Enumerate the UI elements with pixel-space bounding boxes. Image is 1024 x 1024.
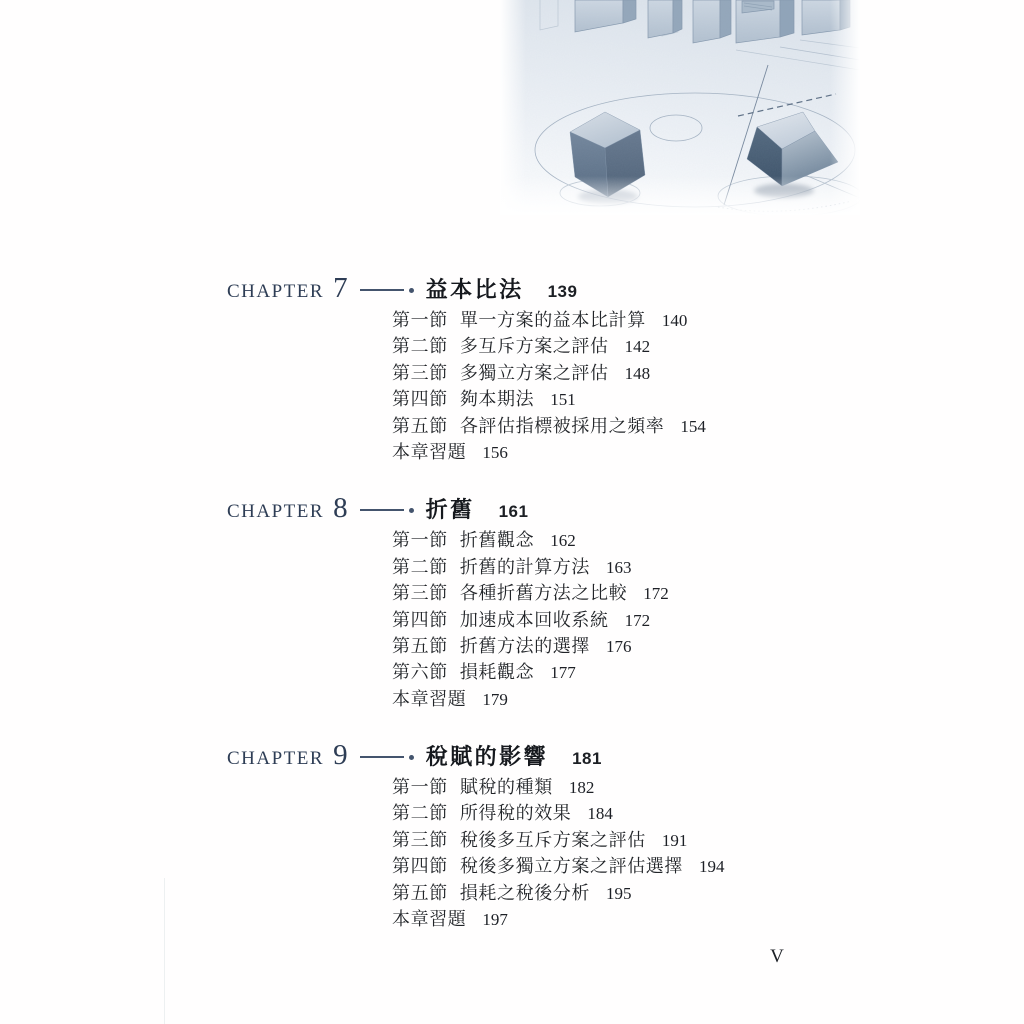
section-page-number: 162 — [550, 531, 576, 551]
toc-section-row — [392, 606, 867, 632]
section-label: 第五節 — [392, 882, 448, 903]
section-page-number: 194 — [699, 857, 725, 877]
chapter-block — [227, 492, 867, 711]
toc-section-row — [392, 579, 867, 605]
section-label: 本章習題 — [392, 909, 467, 930]
toc-section-row — [392, 905, 867, 931]
chapter-page-number: 139 — [547, 282, 578, 301]
section-page-number: 195 — [606, 883, 632, 903]
section-label: 第一節 — [392, 777, 448, 798]
chapter-sections — [392, 306, 867, 464]
chapter-word: CHAPTER — [227, 281, 325, 302]
section-page-number: 172 — [643, 584, 669, 604]
section-label: 第一節 — [392, 310, 448, 330]
chapter-sections — [392, 773, 867, 931]
connector-dot-icon — [409, 288, 414, 293]
section-title: 單一方案的益本比計算 — [459, 310, 646, 330]
scan-edge-line — [164, 878, 165, 1024]
toc-section-row — [392, 553, 867, 579]
chapter-heading — [227, 272, 867, 306]
section-page-number: 197 — [482, 910, 508, 930]
section-title: 折舊的計算方法 — [459, 556, 591, 577]
toc-section-row — [392, 526, 867, 552]
toc-section-row — [392, 438, 867, 464]
toc-section-row — [392, 773, 867, 799]
section-title: 加速成本回收系統 — [459, 609, 609, 630]
toc-section-row — [392, 826, 867, 852]
section-page-number: 177 — [550, 663, 576, 683]
section-label: 第三節 — [392, 362, 448, 383]
section-page-number: 191 — [661, 830, 688, 850]
section-page-number: 154 — [680, 416, 706, 436]
connector-line — [360, 756, 404, 758]
section-title: 賦稅的種類 — [459, 777, 553, 798]
connector-dot-icon — [409, 508, 414, 513]
section-title: 夠本期法 — [459, 389, 535, 410]
section-label: 第四節 — [392, 856, 448, 877]
section-title: 折舊方法的選擇 — [459, 635, 591, 656]
section-label: 第四節 — [392, 389, 448, 410]
toc-section-row — [392, 658, 867, 684]
chapter-page-number: 181 — [572, 749, 602, 769]
section-page-number: 140 — [661, 311, 688, 330]
connector-line — [360, 289, 404, 291]
connector-dot-icon — [409, 755, 414, 760]
section-label: 第二節 — [392, 336, 448, 357]
section-label: 本章習題 — [392, 441, 467, 462]
section-title: 折舊觀念 — [459, 530, 535, 551]
section-page-number: 151 — [550, 390, 576, 410]
section-page-number: 184 — [587, 804, 613, 824]
section-page-number: 182 — [568, 778, 595, 798]
section-page-number: 172 — [624, 610, 651, 630]
chapter-connector — [360, 755, 414, 760]
toc-section-row — [392, 306, 867, 332]
section-title: 各評估指標被採用之頻率 — [459, 415, 665, 436]
section-page-number: 156 — [482, 442, 508, 462]
toc-section-row — [392, 799, 867, 825]
chapter-heading — [227, 739, 867, 773]
connector-line — [360, 509, 404, 511]
chapter-title: 折舊 — [425, 497, 475, 523]
chapter-title: 益本比法 — [425, 277, 524, 302]
section-title: 稅後多互斥方案之評估 — [459, 829, 646, 850]
section-title: 多獨立方案之評估 — [459, 362, 609, 383]
chapter-connector — [360, 508, 414, 513]
section-label: 第六節 — [392, 662, 448, 683]
toc-section-row — [392, 385, 867, 411]
chapter-block — [227, 272, 867, 464]
chapter-page-number: 161 — [498, 502, 529, 522]
page-number: V — [770, 946, 784, 967]
chapter-word: CHAPTER — [227, 748, 325, 770]
section-title: 多互斥方案之評估 — [459, 336, 609, 357]
section-label: 第四節 — [392, 609, 448, 630]
chapter-number: 9 — [333, 739, 348, 772]
section-page-number: 163 — [606, 557, 632, 577]
toc-section-row — [392, 332, 867, 358]
section-label: 第二節 — [392, 803, 448, 824]
section-label: 第三節 — [392, 829, 448, 850]
section-page-number: 176 — [606, 636, 632, 656]
section-label: 第五節 — [392, 635, 448, 656]
section-page-number: 148 — [624, 363, 651, 383]
section-page-number: 179 — [482, 689, 508, 709]
chapter-word: CHAPTER — [227, 501, 325, 523]
toc-section-row — [392, 685, 867, 711]
toc-section-row — [392, 412, 867, 438]
section-title: 所得稅的效果 — [459, 803, 572, 824]
chapter-number: 8 — [333, 492, 348, 525]
toc-section-row — [392, 632, 867, 658]
toc-section-row — [392, 879, 867, 905]
chapter-sections — [392, 526, 867, 711]
section-label: 第二節 — [392, 556, 448, 577]
section-title: 各種折舊方法之比較 — [459, 583, 628, 604]
section-label: 本章習題 — [392, 688, 467, 709]
decorative-cubes-illustration — [500, 0, 860, 215]
toc-section-row — [392, 852, 867, 878]
toc-section-row — [392, 359, 867, 385]
chapter-number: 7 — [333, 272, 348, 304]
section-title: 稅後多獨立方案之評估選擇 — [459, 856, 684, 877]
chapter-connector — [360, 288, 414, 293]
table-of-contents — [227, 272, 867, 959]
section-page-number: 142 — [624, 337, 651, 357]
chapter-title: 稅賦的影響 — [425, 744, 549, 770]
chapter-block — [227, 739, 867, 931]
chapter-heading — [227, 492, 867, 526]
section-title: 損耗之稅後分析 — [459, 882, 591, 903]
section-label: 第五節 — [392, 415, 448, 436]
section-label: 第一節 — [392, 530, 448, 551]
section-title: 損耗觀念 — [459, 662, 535, 683]
section-label: 第三節 — [392, 583, 448, 604]
